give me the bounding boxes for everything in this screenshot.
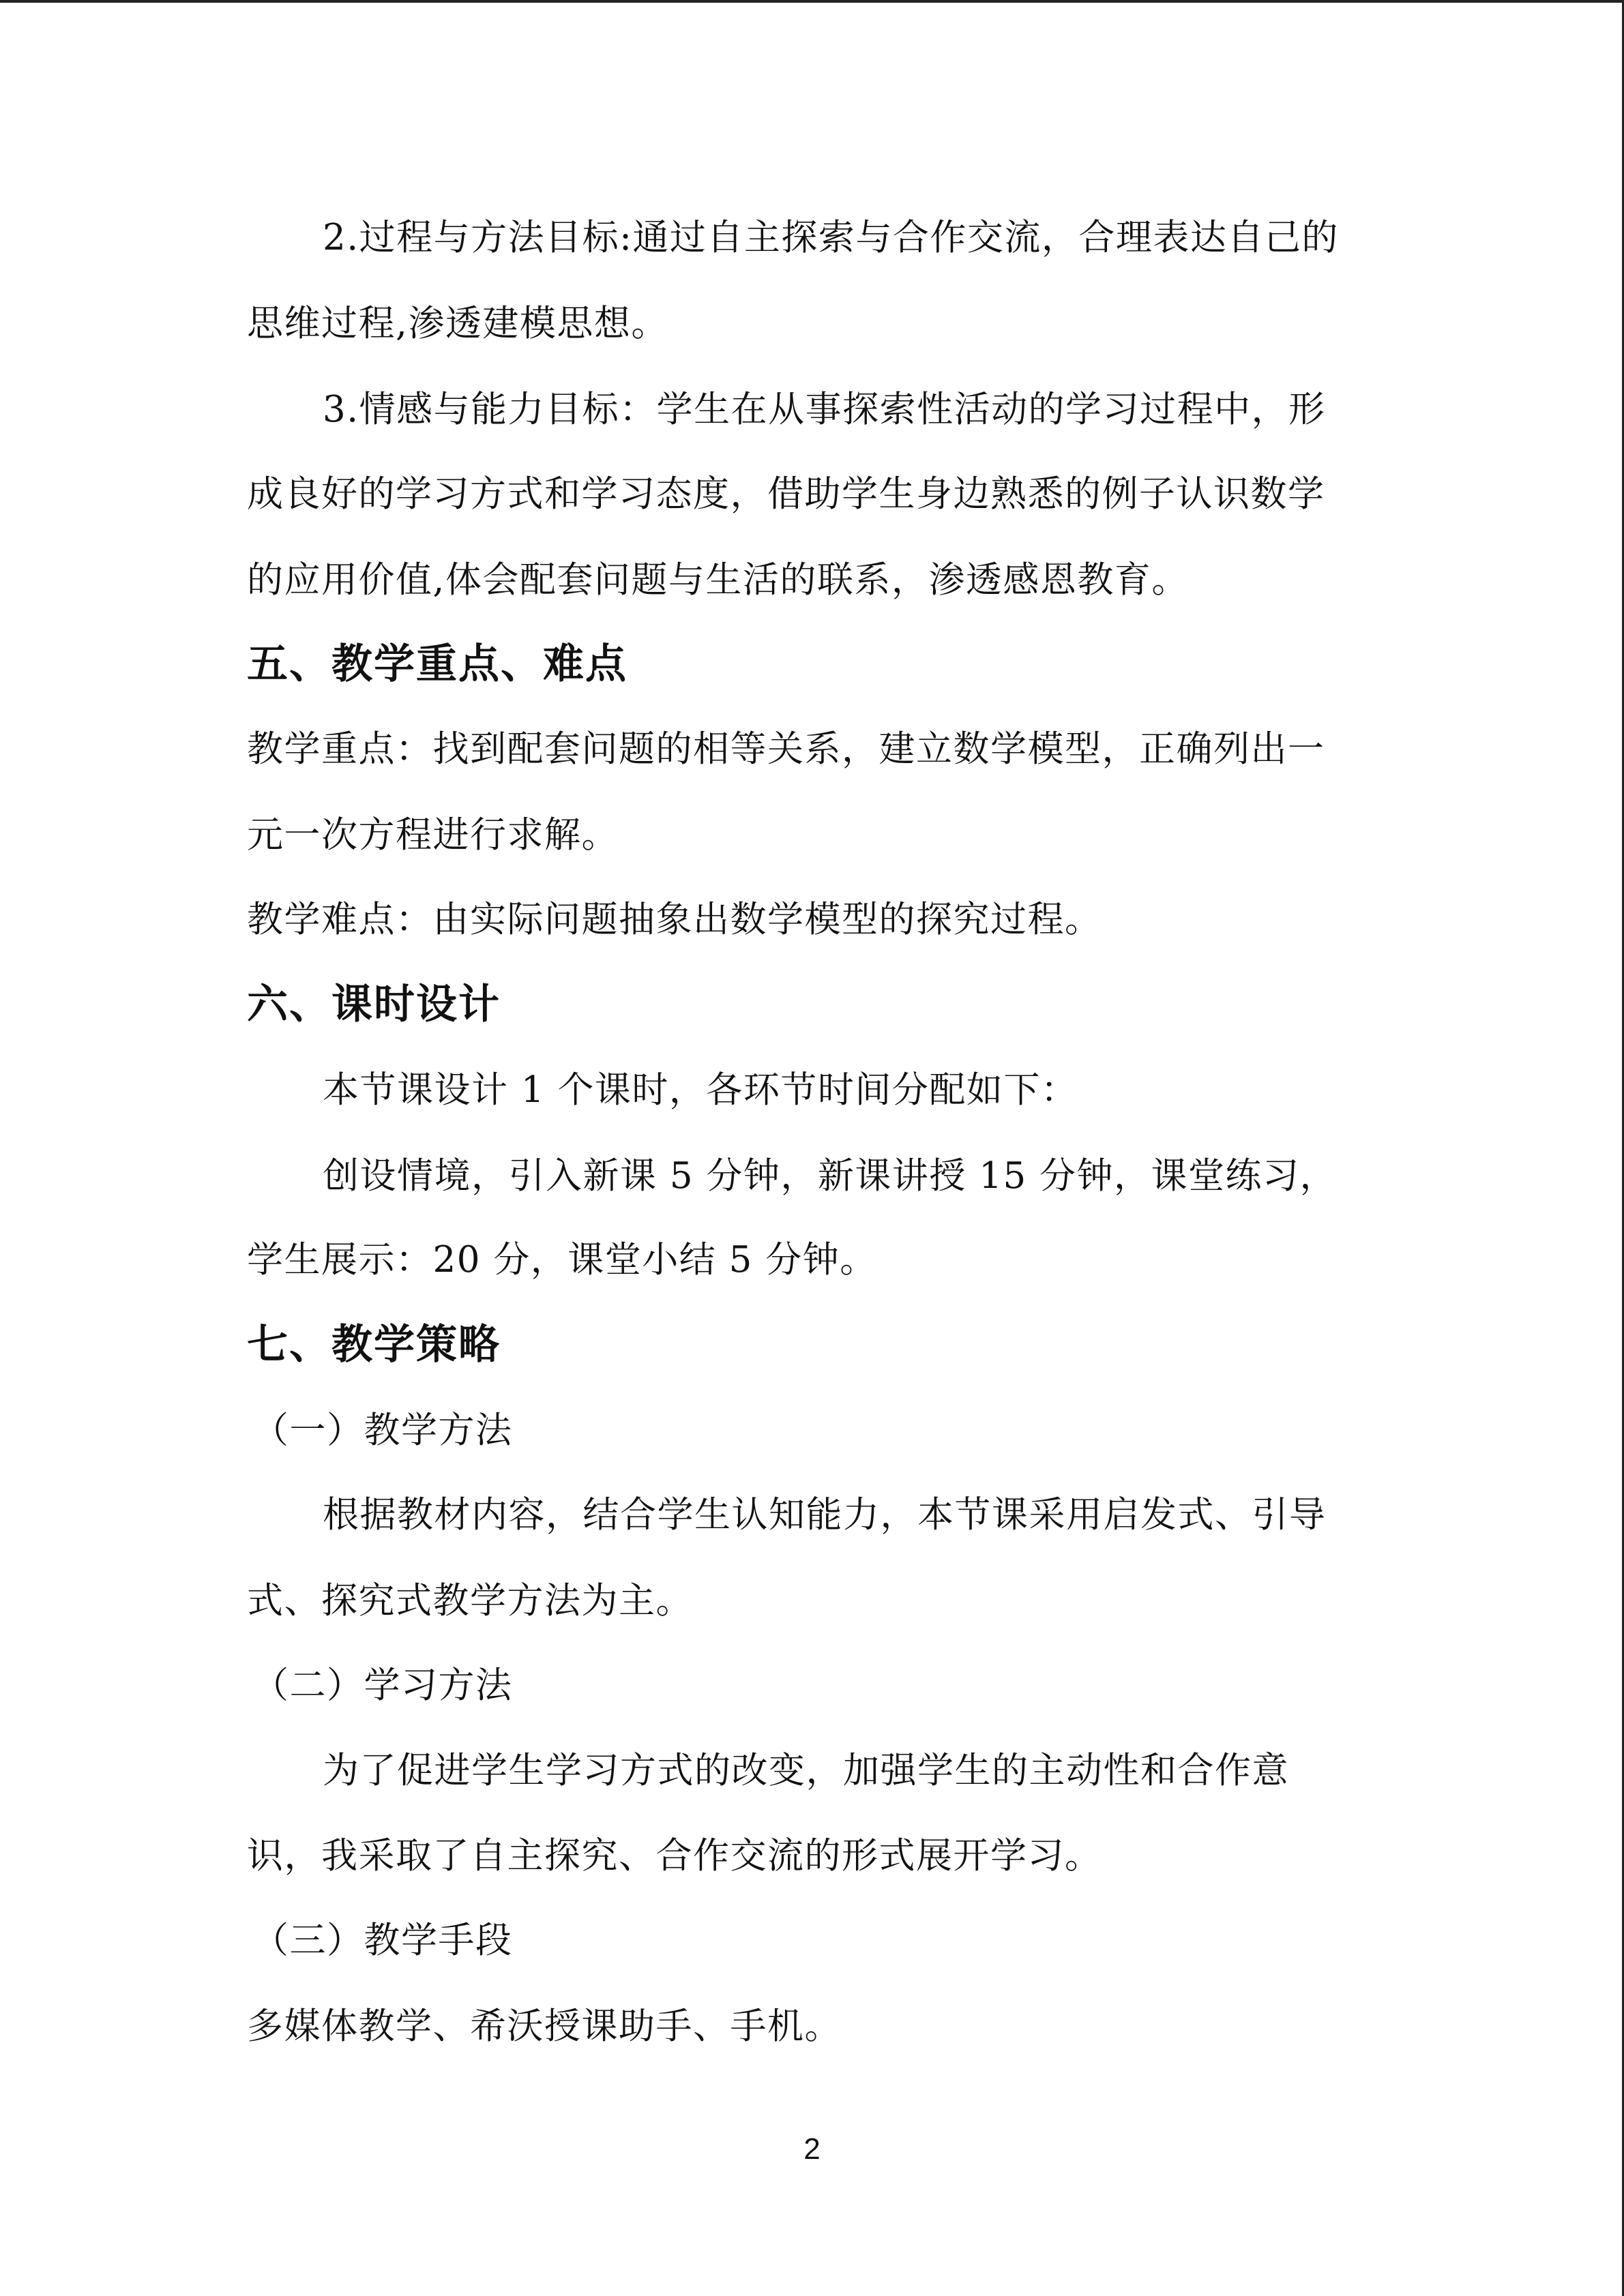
page-top-border — [0, 0, 1624, 3]
section-7-heading: 七、教学策略 — [247, 1321, 501, 1369]
subsection-teaching-means: （三）教学手段 — [252, 1920, 513, 1961]
class-hour-line-3: 学生展示：20 分，课堂小结 5 分钟。 — [247, 1239, 877, 1281]
section-5-heading: 五、教学重点、难点 — [247, 640, 628, 688]
teaching-means-line-1: 多媒体教学、希沃授课助手、手机。 — [247, 2006, 842, 2047]
subsection-teaching-method: （一）教学方法 — [252, 1410, 513, 1451]
objective-emotion-line-1: 3.情感与能力目标：学生在从事探索性活动的学习过程中，形 — [323, 389, 1326, 430]
learning-method-line-1: 为了促进学生学习方式的改变，加强学生的主动性和合作意 — [323, 1750, 1289, 1791]
teaching-difficulty: 教学难点：由实际问题抽象出数学模型的探究过程。 — [247, 899, 1102, 940]
subsection-learning-method: （二）学习方法 — [252, 1665, 513, 1706]
teaching-method-line-2: 式、探究式教学方法为主。 — [247, 1580, 693, 1622]
page-number: 2 — [803, 2132, 821, 2166]
objective-process-line-2: 思维过程,渗透建模思想。 — [247, 303, 668, 344]
objective-emotion-line-2: 成良好的学习方式和学习态度，借助学生身边熟悉的例子认识数学 — [247, 473, 1325, 515]
section-6-heading: 六、课时设计 — [247, 981, 501, 1028]
teaching-method-line-1: 根据教材内容，结合学生认知能力，本节课采用启发式、引导 — [323, 1494, 1327, 1536]
class-hour-line-1: 本节课设计 1 个课时，各环节时间分配如下： — [323, 1069, 1078, 1111]
objective-process-line-1: 2.过程与方法目标:通过自主探索与合作交流，合理表达自己的 — [323, 217, 1339, 258]
teaching-key-line-2: 元一次方程进行求解。 — [247, 814, 619, 856]
class-hour-line-2: 创设情境，引入新课 5 分钟，新课讲授 15 分钟，课堂练习， — [323, 1155, 1338, 1197]
learning-method-line-2: 识，我采取了自主探究、合作交流的形式展开学习。 — [247, 1835, 1102, 1877]
objective-emotion-line-3: 的应用价值,体会配套问题与生活的联系，渗透感恩教育。 — [247, 559, 1189, 601]
teaching-key-line-1: 教学重点：找到配套问题的相等关系，建立数学模型，正确列出一 — [247, 728, 1325, 770]
